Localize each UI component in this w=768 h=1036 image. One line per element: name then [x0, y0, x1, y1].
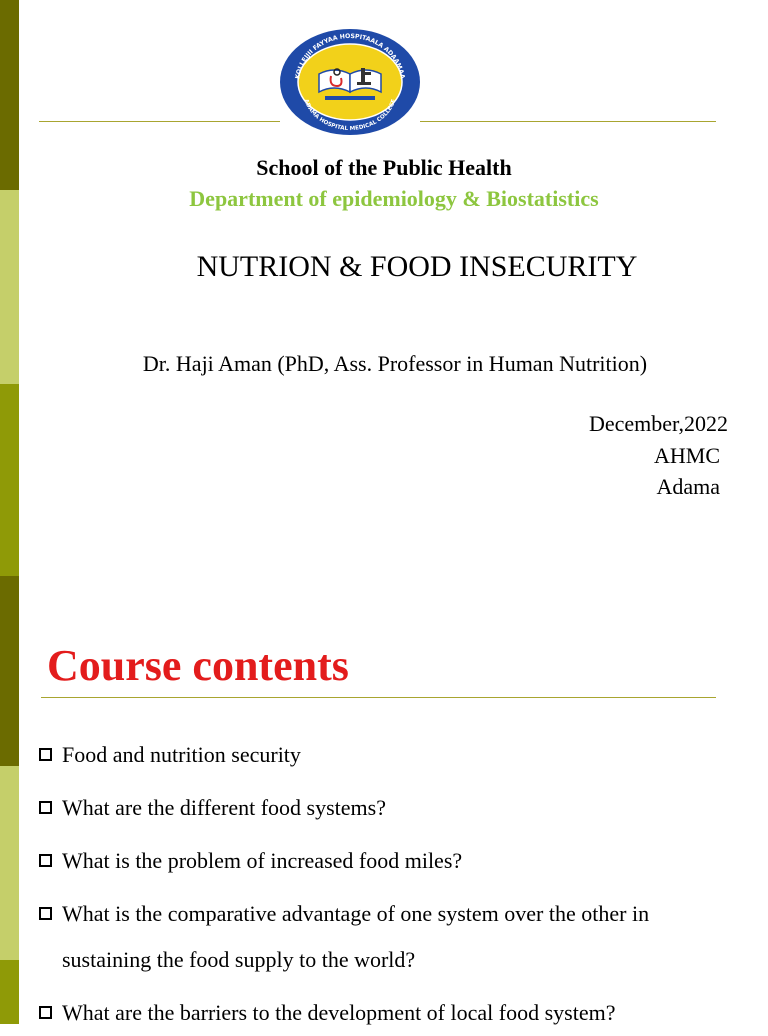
- section-heading: Course contents: [47, 641, 349, 690]
- school-name: School of the Public Health: [256, 155, 512, 180]
- list-item: [36, 990, 736, 1036]
- college-logo: [279, 28, 421, 136]
- square-bullet-icon: [39, 854, 52, 867]
- square-bullet-icon: [39, 748, 52, 761]
- author-line: Dr. Haji Aman (PhD, Ass. Professor in Human Nutrition): [142, 351, 648, 376]
- course-contents-list: [36, 732, 736, 1036]
- left-decorative-stripe: [0, 0, 19, 1024]
- list-item-text: What are the barriers to the development of local food system?: [62, 1000, 616, 1025]
- list-item-text: Food and nutrition security: [62, 742, 301, 767]
- header-rule-right: [420, 121, 716, 122]
- list-item: [36, 838, 736, 884]
- institution-text: AHMC: [653, 443, 720, 468]
- list-item: [36, 732, 736, 778]
- logo-text-bottom: ADAMA HOSPITAL MEDICAL COLLEGE: [302, 98, 398, 133]
- square-bullet-icon: [39, 1006, 52, 1019]
- department-name: Department of epidemiology & Biostatistics: [189, 186, 599, 211]
- logo-text-top: KOLLEJJII FAYYAA HOSPITAALA ADAAMAA: [294, 32, 406, 80]
- microscope-icon: [361, 68, 365, 82]
- stripe-block: [0, 576, 19, 766]
- list-item-text: What is the comparative advantage of one system over the other in sustaining the food supply to the world?: [62, 901, 650, 972]
- stripe-block: [0, 384, 19, 576]
- presentation-title: NUTRION & FOOD INSECURITY: [196, 250, 638, 283]
- heading-rule: [41, 697, 716, 698]
- stripe-block: [0, 766, 19, 960]
- list-item-text: What are the different food systems?: [62, 795, 386, 820]
- square-bullet-icon: [39, 907, 52, 920]
- header-rule-left: [39, 121, 280, 122]
- list-item-text: What is the problem of increased food miles?: [62, 848, 463, 873]
- list-item: [36, 891, 736, 983]
- square-bullet-icon: [39, 801, 52, 814]
- date-text: December,2022: [588, 411, 728, 436]
- city-text: Adama: [656, 474, 720, 499]
- list-item: [36, 785, 736, 831]
- stripe-block: [0, 960, 19, 1024]
